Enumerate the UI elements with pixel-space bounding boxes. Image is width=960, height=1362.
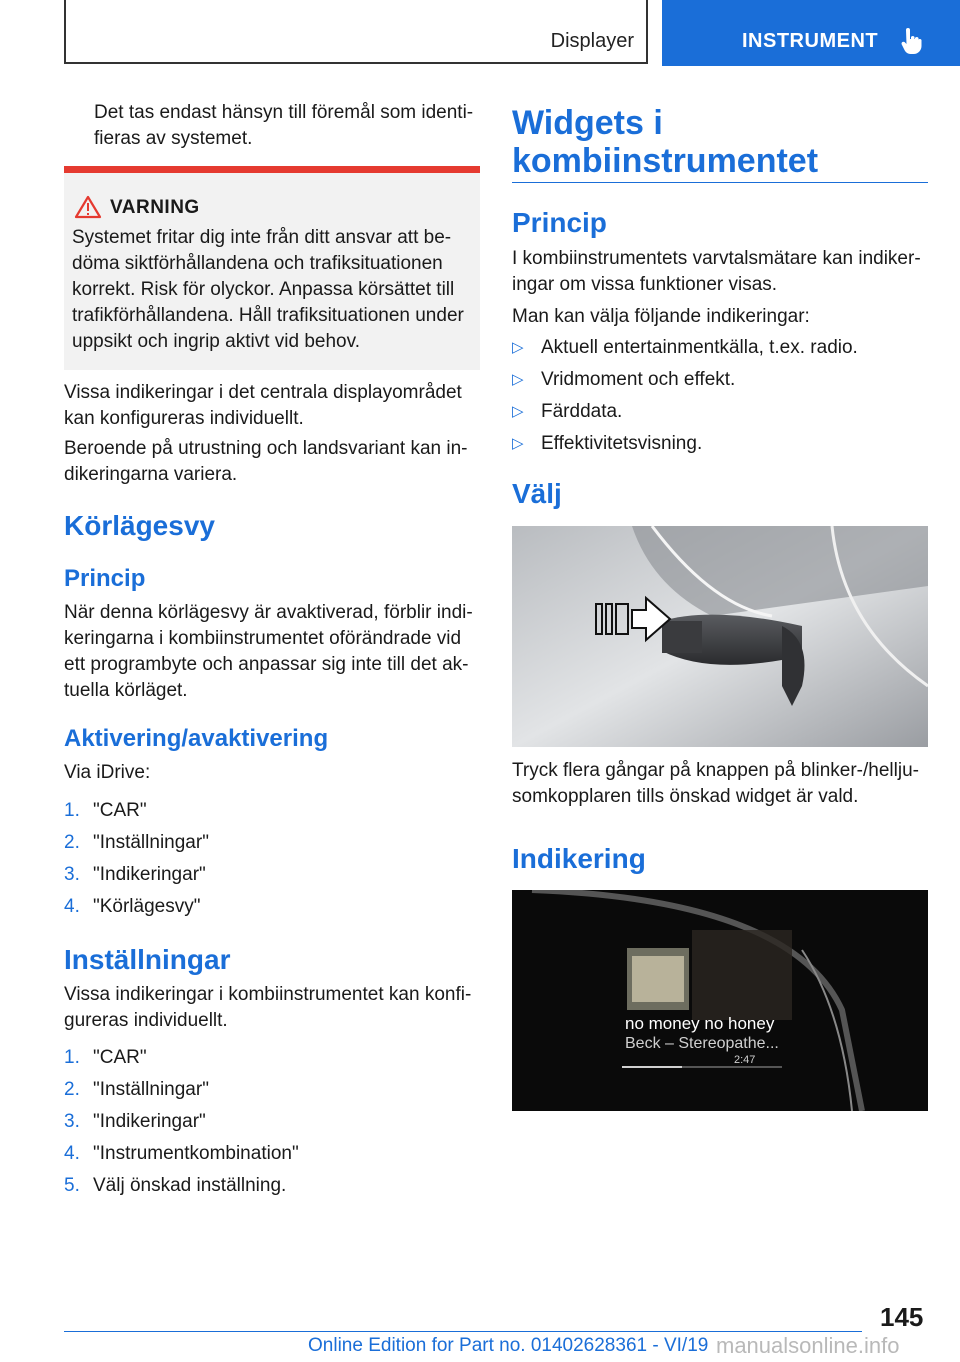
para-configurable: Vissa indikeringar i det centrala displayområdet kan konfigureras individuellt. xyxy=(64,382,462,429)
watermark: manualsonline.info xyxy=(716,1333,900,1358)
list-aktivering xyxy=(64,795,480,923)
heading-princip-right: Princip xyxy=(512,207,607,238)
list-item: 3. "Indikeringar" xyxy=(64,864,206,885)
intro-text: Det tas endast hänsyn till föremål som identi-fieras av systemet. xyxy=(94,102,474,149)
heading-korlagesvy: Körlägesvy xyxy=(64,510,215,541)
princip-text-left: När denna körlägesvy är avaktiverad, förblir indi-keringarna i kombiinstrumentet oförändrade vid ett programbyte och anpassar sig inte till det ak-tuella körläget. xyxy=(64,602,473,701)
heading-indikering: Indikering xyxy=(512,843,646,874)
page-number: 145 xyxy=(880,1302,924,1332)
list-indikeringar xyxy=(512,332,928,460)
princip-text-right: I kombiinstrumentets varvtalsmätare kan indiker-ingar om vissa funktioner visas. xyxy=(512,248,921,295)
warning-text: Systemet fritar dig inte från ditt ansvar att be-döma siktförhållandena och trafiksituationen korrekt. Risk för olyckor. Anpassa körsättet till trafikförhållandena. Håll trafiksituationen under uppsikt och ingrip aktivt vid behov. xyxy=(72,227,464,352)
list-item: 4. "Instrumentkombination" xyxy=(64,1143,299,1164)
heading-rule xyxy=(512,182,928,183)
display-song: no money no honey xyxy=(625,1014,775,1033)
header-section-title: Displayer xyxy=(550,30,634,52)
footer-rule xyxy=(64,1331,862,1332)
heading-installningar: Inställningar xyxy=(64,944,231,975)
list-item: ▷ Färddata. xyxy=(512,401,623,422)
list-item: 2. "Inställningar" xyxy=(64,1079,209,1100)
heading-princip-left: Princip xyxy=(64,565,146,592)
display-time: 2:47 xyxy=(734,1054,756,1066)
header-section-box xyxy=(64,0,648,64)
cluster-display-image xyxy=(512,890,928,1111)
warning-triangle-icon xyxy=(74,195,102,219)
warning-box xyxy=(64,166,480,370)
list-item: 5. Välj önskad inställning. xyxy=(64,1175,287,1196)
list-item: 1. "CAR" xyxy=(64,1047,147,1068)
stalk-button-image xyxy=(512,526,928,747)
warning-title: VARNING xyxy=(110,197,200,218)
display-artist: Beck – Stereopathe... xyxy=(625,1035,779,1052)
heading-widgets-line1: Widgets i xyxy=(512,104,663,142)
pointing-hand-icon xyxy=(900,28,922,54)
header-chapter-title: INSTRUMENT xyxy=(742,30,879,52)
heading-widgets-line2: kombiinstrumentet xyxy=(512,142,819,180)
list-item: 3. "Indikeringar" xyxy=(64,1111,206,1132)
heading-widgets xyxy=(512,104,928,180)
list-item: ▷ Effektivitetsvisning. xyxy=(512,433,703,454)
heading-valj: Välj xyxy=(512,478,562,509)
footer-edition: Online Edition for Part no. 01402628361 - VI/19 xyxy=(308,1335,709,1356)
list-item: ▷ Aktuell entertainmentkälla, t.ex. radio. xyxy=(512,337,858,358)
list-item: ▷ Vridmoment och effekt. xyxy=(512,369,736,390)
via-idrive: Via iDrive: xyxy=(64,762,151,783)
choose-text: Man kan välja följande indikeringar: xyxy=(512,306,810,327)
valj-text: Tryck flera gångar på knappen på blinker-/hellju-somkopplaren tills önskad widget är vald. xyxy=(512,760,919,807)
para-variant: Beroende på utrustning och landsvariant kan in-dikeringarna variera. xyxy=(64,438,468,485)
list-item: 1. "CAR" xyxy=(64,800,147,821)
installningar-text: Vissa indikeringar i kombiinstrumentet kan konfi-gureras individuellt. xyxy=(64,984,472,1031)
list-item: 4. "Körlägesvy" xyxy=(64,896,201,917)
list-item: 2. "Inställningar" xyxy=(64,832,209,853)
list-installningar xyxy=(64,1042,480,1202)
header-chapter-tab[interactable] xyxy=(662,0,960,66)
heading-aktivering: Aktivering/avaktivering xyxy=(64,725,329,752)
